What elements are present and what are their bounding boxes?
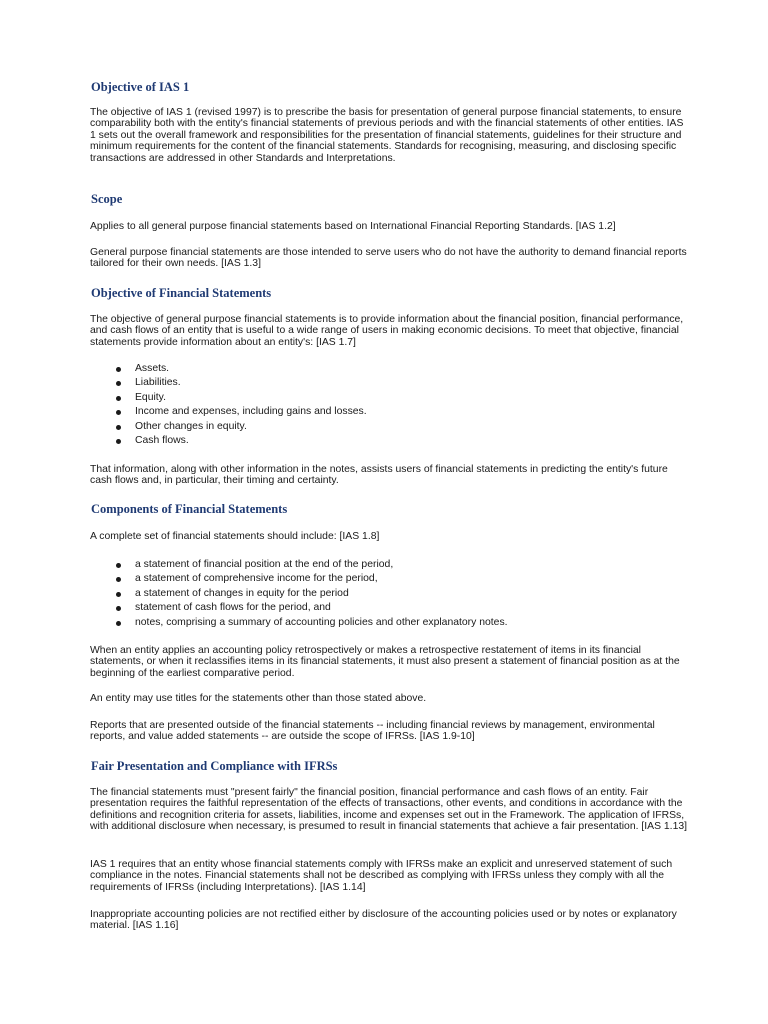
- bullet-icon: [116, 563, 121, 568]
- paragraph-components-1: A complete set of financial statements should include: [IAS 1.8]: [90, 531, 380, 542]
- paragraph-components-2: When an entity applies an accounting policy retrospectively or makes a retrospective restatement of items in its financial statements, or when it reclassifies items in its financial statements, it must also present a statement of financial position as at the beginning of the earliest comparative period.: [90, 645, 680, 679]
- paragraph-scope-1: Applies to all general purpose financial statements based on International Financial Reporting Standards. [IAS 1.2]: [90, 221, 616, 232]
- paragraph-fair-presentation-2: IAS 1 requires that an entity whose financial statements comply with IFRSs make an explicit and unreserved statement of such compliance in the notes. Financial statements shall not be described as complying with IFRSs unless they comply with all the requirements of IFRSs (including Interpretations). [IAS 1.14]: [90, 859, 673, 893]
- paragraph-fair-presentation-1: The financial statements must "present fairly" the financial position, financial performance and cash flows of an entity. Fair presentation requires the faithful representation of the effects of transactions, other events, and conditions in accordance with the definitions and recognition criteria for assets, liabilities, income and expenses set out in the Framework. The application of IFRSs, with additional disclosure when necessary, is presumed to result in financial statements that achieve a fair presentation. [IAS 1.13]: [90, 787, 688, 833]
- paragraph-components-4: Reports that are presented outside of the financial statements -- including financial reviews by management, environmental reports, and value added statements -- are outside the scope of IFRSs. [IAS 1.9-10]: [90, 720, 655, 743]
- bullet-icon: [116, 425, 121, 430]
- list-item: a statement of changes in equity for the period: [90, 587, 650, 601]
- list-item: Other changes in equity.: [90, 420, 650, 434]
- heading-objective-ias1: Objective of IAS 1: [91, 80, 190, 94]
- paragraph-objective-ias1: The objective of IAS 1 (revised 1997) is to prescribe the basis for presentation of general purpose financial statements, to ensure comparability both with the entity's financial statements of previous periods and with the financial statements of other entities. IAS 1 sets out the overall framework and responsibilities for the presentation of financial statements, guidelines for their structure and minimum requirements for the content of the financial statements. Standards for recognising, measuring, and disclosing specific transactions are addressed in other Standards and Interpretations.: [90, 107, 684, 164]
- list-fs-information: [90, 362, 650, 448]
- bullet-icon: [116, 439, 121, 444]
- heading-fair-presentation: Fair Presentation and Compliance with IFRSs: [91, 759, 338, 773]
- list-item: Liabilities.: [90, 376, 650, 390]
- paragraph-objective-fs-2: That information, along with other information in the notes, assists users of financial statements in predicting the entity's future cash flows and, in particular, their timing and certainty.: [90, 464, 668, 487]
- list-item: Income and expenses, including gains and losses.: [90, 405, 650, 419]
- bullet-icon: [116, 592, 121, 597]
- list-item: Cash flows.: [90, 434, 650, 448]
- heading-components: Components of Financial Statements: [91, 502, 288, 516]
- bullet-icon: [116, 381, 121, 386]
- paragraph-objective-fs-1: The objective of general purpose financial statements is to provide information about the financial position, financial performance, and cash flows of an entity that is useful to a wide range of users in making economic decisions. To meet that objective, financial statements provide information about an entity's: [IAS 1.7]: [90, 314, 684, 348]
- list-item: a statement of comprehensive income for the period,: [90, 572, 650, 586]
- list-item: Assets.: [90, 362, 650, 376]
- paragraph-components-3: An entity may use titles for the statements other than those stated above.: [90, 693, 427, 704]
- bullet-icon: [116, 577, 121, 582]
- bullet-icon: [116, 410, 121, 415]
- heading-objective-fs: Objective of Financial Statements: [91, 286, 272, 300]
- paragraph-fair-presentation-3: Inappropriate accounting policies are not rectified either by disclosure of the accounting policies used or by notes or explanatory material. [IAS 1.16]: [90, 909, 677, 932]
- list-item: Equity.: [90, 391, 650, 405]
- list-item: notes, comprising a summary of accounting policies and other explanatory notes.: [90, 616, 650, 630]
- heading-scope: Scope: [91, 192, 123, 206]
- bullet-icon: [116, 367, 121, 372]
- paragraph-scope-2: General purpose financial statements are those intended to serve users who do not have the authority to demand financial reports tailored for their own needs. [IAS 1.3]: [90, 247, 687, 270]
- list-components: [90, 558, 650, 630]
- bullet-icon: [116, 621, 121, 626]
- list-item: a statement of financial position at the end of the period,: [90, 558, 650, 572]
- bullet-icon: [116, 396, 121, 401]
- list-item: statement of cash flows for the period, and: [90, 601, 650, 615]
- bullet-icon: [116, 606, 121, 611]
